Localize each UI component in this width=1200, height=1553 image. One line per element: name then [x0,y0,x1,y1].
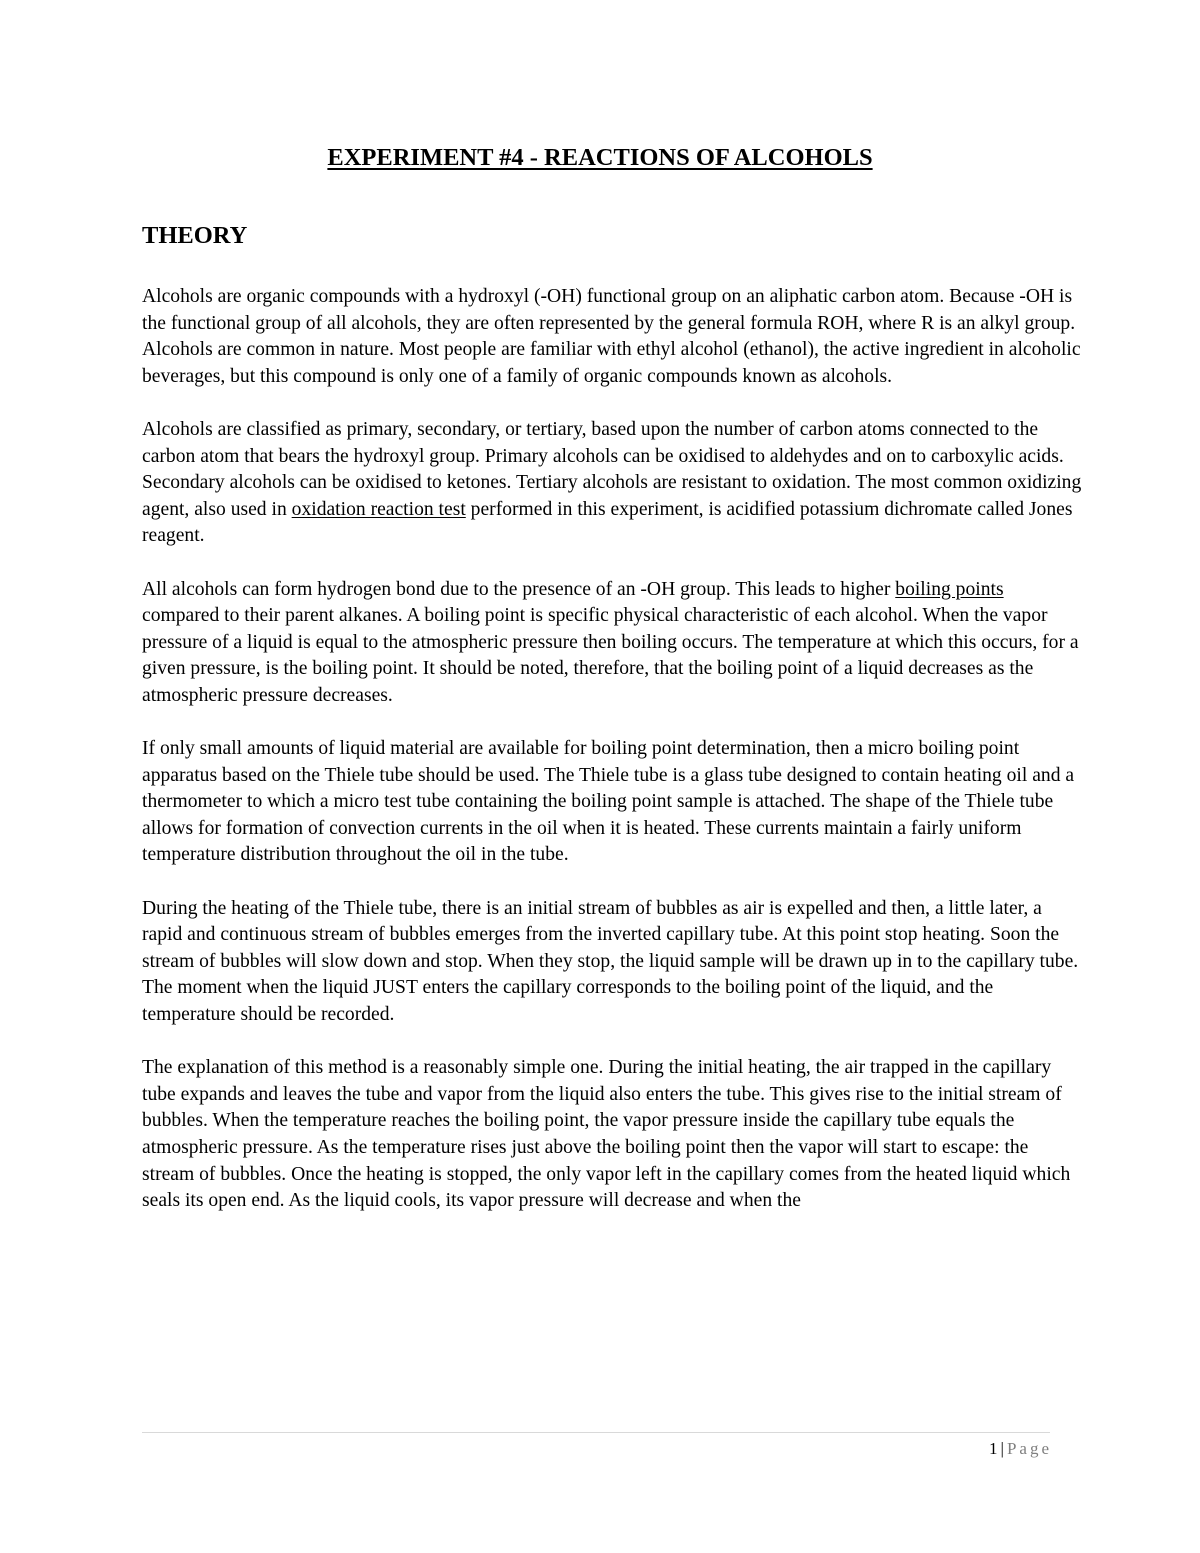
oxidation-reaction-test-link: oxidation reaction test [291,498,466,520]
section-heading-theory: THEORY [142,222,248,249]
page-footer [989,1437,1052,1461]
paragraph-thiele-tube: If only small amounts of liquid material are available for boiling point determination, then a micro boiling point apparatus based on the Thiele tube should be used. The Thiele tube is a glass tube designed to contain heating oil and a thermometer to which a micro test tube containing the boiling point sample is attached. The shape of the Thiele tube allows for formation of convection currents in the oil when it is heated. These currents maintain a fairly uniform temperature distribution throughout the oil in the tube. [142,738,1075,866]
body-text [142,284,1082,1215]
document-title-text: EXPERIMENT #4 - REACTIONS OF ALCOHOLS [327,144,873,171]
paragraph-heating-procedure: During the heating of the Thiele tube, there is an initial stream of bubbles as air is expelled and then, a little later, a rapid and continuous stream of bubbles emerges from the inverted capillary tube. At this point stop heating. Soon the stream of bubbles will slow down and stop. When they stop, the liquid sample will be drawn up in to the capillary tube. The moment when the liquid JUST enters the capillary corresponds to the boiling point of the liquid, and the temperature should be recorded. [142,897,1079,1026]
paragraph-alcohols-intro: Alcohols are organic compounds with a hydroxyl (-OH) functional group on an aliphatic carbon atom. Because -OH is the functional group of all alcohols, they are often represented by the general formula ROH, where R is an alkyl group. Alcohols are common in nature. Most people are familiar with ethyl alcohol (ethanol), the active ingredient in alcoholic beverages, but this compound is only one of a family of organic compounds known as alcohols. [142,286,1081,387]
paragraph-classification-end: performed in this experiment, is acidified potassium dichromate called Jones reagent. [142,498,1073,547]
paragraph-hydrogen-bond [142,577,1082,710]
boiling-points-link: boiling points [895,578,1004,600]
paragraph-method-explanation: The explanation of this method is a reasonably simple one. During the initial heating, the air trapped in the capillary tube expands and leaves the tube and vapor from the liquid also enters the tube. This gives rise to the initial stream of bubbles. When the temperature reaches the boiling point, the vapor pressure inside the capillary tube equals the atmospheric pressure. As the temperature rises just above the boiling point then the vapor will start to escape: the stream of bubbles. Once the heating is stopped, the only vapor left in the capillary comes from the heated liquid which seals its open end. As the liquid cools, its vapor pressure will decrease and when the [142,1057,1071,1212]
paragraph-classification-start: Alcohols are classified as primary, secondary, or tertiary, based upon the number of carbon atoms connected to the carbon atom that bears the hydroxyl group. Primary alcohols can be oxidised to aldehydes and on to carboxylic acids. Secondary alcohols can be oxidised to ketones. Tertiary alcohols are resistant to oxidation. The most common oxidizing agent, also used in [142,418,1082,520]
paragraph-classification [142,417,1082,550]
page-label: Page [1006,1439,1052,1458]
paragraph-hydrogen-bond-end: compared to their parent alkanes. A boiling point is specific physical characteristic of each alcohol. When the vapor pressure of a liquid is equal to the atmospheric pressure then boiling occurs. The temperature at which this occurs, for a given pressure, is the boiling point. It should be noted, therefore, that the boiling point of a liquid decreases as the atmospheric pressure decreases. [142,605,1079,706]
page-number: 1 [989,1439,998,1458]
footer-separator: | [1000,1439,1004,1458]
document-title [0,138,1200,178]
footer-divider [142,1432,1050,1433]
paragraph-hydrogen-bond-start: All alcohols can form hydrogen bond due to the presence of an -OH group. This leads to higher [142,578,896,600]
